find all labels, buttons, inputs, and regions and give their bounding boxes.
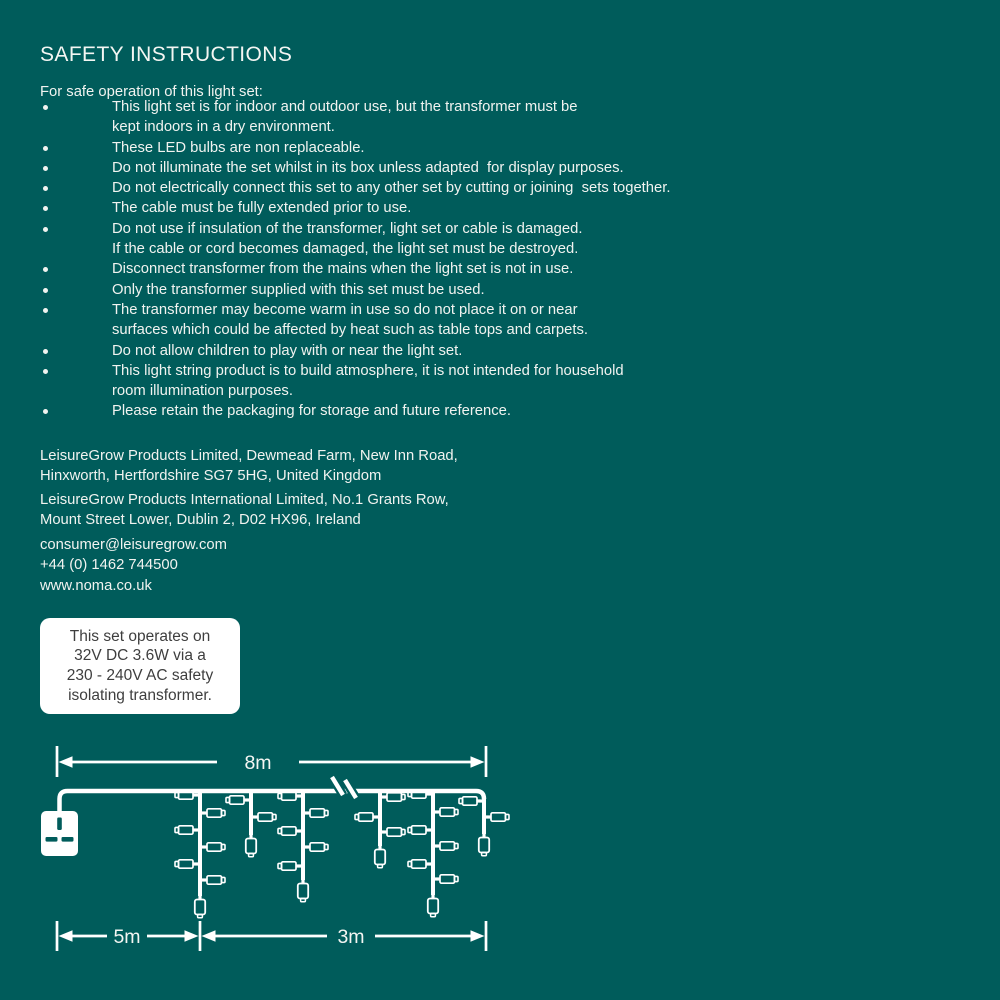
text-line: isolating transformer. xyxy=(68,686,212,704)
bulb-terminal-icon xyxy=(195,895,205,918)
text-line: Please retain the packaging for storage and future reference. xyxy=(112,403,511,420)
bulb-icon xyxy=(433,842,458,850)
arrowhead-icon xyxy=(185,930,199,942)
bulb-icon xyxy=(226,796,251,804)
text-line: surfaces which could be affected by heat such as table tops and carpets. xyxy=(112,322,588,339)
dimension-label: 8m xyxy=(244,751,272,774)
icicle-drop xyxy=(175,791,225,918)
text-line: These LED bulbs are non replaceable. xyxy=(112,139,365,156)
text-line: room illumination purposes. xyxy=(112,383,293,400)
bulb-icon xyxy=(200,809,225,817)
intro-text: For safe operation of this light set: xyxy=(40,84,263,100)
bulb-icon xyxy=(380,793,405,801)
dimension-label: 5m xyxy=(113,925,141,948)
bulb-icon xyxy=(303,809,328,817)
arrowhead-icon xyxy=(59,930,73,942)
arrowhead-icon xyxy=(59,756,73,768)
text-line: Do not allow children to play with or near the light set. xyxy=(112,342,463,359)
bulb-icon xyxy=(278,827,303,835)
dimension-8m xyxy=(59,752,485,774)
page-title: SAFETY INSTRUCTIONS xyxy=(40,43,293,66)
dimension-label: 3m xyxy=(337,925,365,948)
text-line: LeisureGrow Products Limited, Dewmead Farm, New Inn Road, xyxy=(40,448,458,464)
bulb-icon xyxy=(278,862,303,870)
text-line: This light string product is to build atmosphere, it is not intended for household xyxy=(112,362,624,379)
text-line: 32V DC 3.6W via a xyxy=(74,647,206,665)
text-line: LeisureGrow Products International Limited, No.1 Grants Row, xyxy=(40,492,449,508)
bulb-icon xyxy=(251,813,276,821)
bulb-icon xyxy=(408,860,433,868)
icicle-drop xyxy=(408,790,458,917)
text-line: Disconnect transformer from the mains when the light set is not in use. xyxy=(112,261,574,278)
bulb-icon xyxy=(408,826,433,834)
icicle-drop xyxy=(355,791,405,868)
text-line: This set operates on xyxy=(69,627,211,645)
dimension-5m xyxy=(59,926,199,948)
bulb-terminal-icon xyxy=(246,834,256,857)
bulb-icon xyxy=(200,843,225,851)
icicle-drop xyxy=(278,791,328,902)
icicle-drop xyxy=(459,797,509,856)
bulb-terminal-icon xyxy=(298,879,308,902)
contact-email: consumer@leisuregrow.com xyxy=(40,537,227,553)
bulb-icon xyxy=(484,813,509,821)
cable-break-icon xyxy=(332,777,356,798)
bulb-icon xyxy=(303,843,328,851)
text-line: This light set is for indoor and outdoor use, but the transformer must be xyxy=(112,99,578,115)
text-line: 230 - 240V AC safety xyxy=(66,667,214,684)
arrowhead-icon xyxy=(471,756,485,768)
bulb-icon xyxy=(175,826,200,834)
bulb-icon xyxy=(355,813,380,821)
bulb-icon xyxy=(175,860,200,868)
text-line: The cable must be fully extended prior to use. xyxy=(112,200,412,217)
cable xyxy=(60,791,485,812)
bulb-terminal-icon xyxy=(375,845,385,868)
icicle-drop xyxy=(226,791,276,857)
text-line: kept indoors in a dry environment. xyxy=(112,119,335,136)
arrowhead-icon xyxy=(471,930,485,942)
text-line: Do not electrically connect this set to any other set by cutting or joining sets together. xyxy=(112,180,671,197)
dimension-3m xyxy=(202,926,485,948)
contact-phone: +44 (0) 1462 744500 xyxy=(40,557,178,574)
text-line: The transformer may become warm in use so do not place it on or near xyxy=(112,301,578,318)
contact-website: www.noma.co.uk xyxy=(40,577,152,594)
bulb-icon xyxy=(380,828,405,836)
text-line: Hinxworth, Hertfordshire SG7 5HG, United Kingdom xyxy=(40,468,382,485)
bulb-icon xyxy=(459,797,484,805)
text-line: Only the transformer supplied with this set must be used. xyxy=(112,281,485,298)
bulb-icon xyxy=(433,875,458,883)
bulb-terminal-icon xyxy=(479,833,489,856)
text-line: Do not use if insulation of the transformer, light set or cable is damaged. xyxy=(112,220,583,237)
text-line: Mount Street Lower, Dublin 2, D02 HX96, Ireland xyxy=(40,512,361,529)
bulb-icon xyxy=(433,808,458,816)
arrowhead-icon xyxy=(202,930,216,942)
bulb-terminal-icon xyxy=(428,894,438,917)
uk-plug-icon xyxy=(41,811,78,856)
text-line: If the cable or cord becomes damaged, the light set must be destroyed. xyxy=(112,241,579,258)
bulb-icon xyxy=(200,876,225,884)
text-line: Do not illuminate the set whilst in its box unless adapted for display purposes. xyxy=(112,159,624,176)
